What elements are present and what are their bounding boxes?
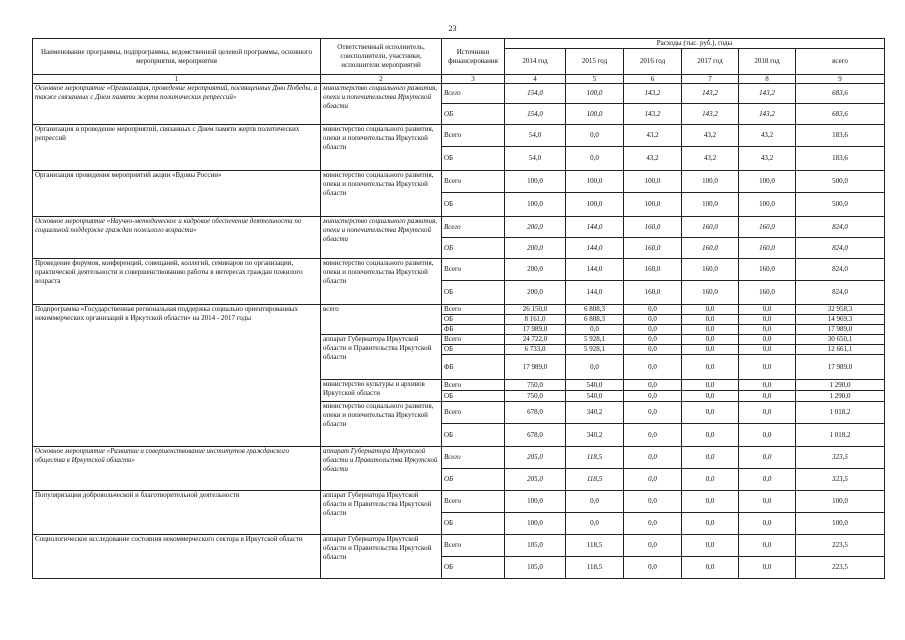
cell-2017: 160,0: [682, 259, 739, 281]
cell-total: 500,0: [796, 171, 885, 193]
cell-2018: 0,0: [739, 447, 796, 469]
cell-2016: 0,0: [624, 402, 682, 424]
row-responsible: аппарат Губернатора Иркутской области и Правительства Иркутской области: [321, 535, 442, 579]
cell-2017: 143,2: [682, 104, 739, 125]
cell-2017: 0,0: [682, 315, 739, 325]
row-source: ОБ: [442, 315, 505, 325]
cell-2015: 0,0: [566, 513, 624, 535]
cell-2018: 0,0: [739, 391, 796, 402]
row-source: ОБ: [442, 193, 505, 217]
row-source: ОБ: [442, 557, 505, 579]
row-name: Основное мероприятие «Развитие и совершенствование институтов гражданского общества в Иркутской области»: [33, 447, 321, 491]
cell-2016: 0,0: [624, 469, 682, 491]
row-source: ОБ: [442, 391, 505, 402]
cell-2015: 118,5: [566, 469, 624, 491]
cell-2014: 678,0: [505, 402, 566, 424]
cell-2016: 100,0: [624, 171, 682, 193]
budget-table: [32, 38, 885, 579]
page-number: 23: [448, 24, 457, 33]
row-source: Всего: [442, 171, 505, 193]
cell-total: 824,0: [796, 281, 885, 305]
column-index: 9: [796, 75, 885, 84]
cell-2015: 100,0: [566, 171, 624, 193]
cell-2015: 118,5: [566, 557, 624, 579]
cell-2015: 144,0: [566, 217, 624, 238]
cell-2018: 0,0: [739, 424, 796, 447]
cell-2015: 0,0: [566, 325, 624, 335]
cell-2014: 8 161,0: [505, 315, 566, 325]
cell-2018: 160,0: [739, 259, 796, 281]
cell-2015: 6 808,3: [566, 305, 624, 315]
cell-2018: 0,0: [739, 305, 796, 315]
cell-total: 824,0: [796, 238, 885, 259]
cell-2014: 24 722,0: [505, 335, 566, 345]
cell-2014: 154,0: [505, 84, 566, 104]
cell-2017: 0,0: [682, 424, 739, 447]
row-name: Организация и проведение мероприятий, связанных с Днем памяти жертв политических репрессий: [33, 125, 321, 171]
header-expenses: Расходы (тыс. руб.), годы: [505, 39, 885, 49]
cell-2016: 0,0: [624, 557, 682, 579]
cell-2014: 54,0: [505, 147, 566, 171]
cell-2014: 154,0: [505, 104, 566, 125]
cell-2014: 200,0: [505, 217, 566, 238]
cell-2014: 17 989,0: [505, 325, 566, 335]
cell-2015: 144,0: [566, 259, 624, 281]
cell-2015: 100,0: [566, 193, 624, 217]
row-source: Всего: [442, 125, 505, 147]
cell-2016: 43,2: [624, 147, 682, 171]
cell-total: 100,0: [796, 513, 885, 535]
row-source: Всего: [442, 447, 505, 469]
cell-2014: 100,0: [505, 491, 566, 513]
row-name: Основное мероприятие «Организация, проведение мероприятий, посвященных Дню Победы, а также связанных с Днем памяти жертв политических репрессий»: [33, 84, 321, 125]
header-year: 2014 год: [505, 49, 566, 75]
row-responsible: министерство социального развития, опеки и попечительства Иркутской области: [321, 171, 442, 217]
cell-2015: 5 928,1: [566, 345, 624, 355]
row-responsible: министерство социального развития, опеки и попечительства Иркутской области: [321, 125, 442, 171]
column-index: 8: [739, 75, 796, 84]
table-row: [33, 491, 885, 513]
row-source: Всего: [442, 335, 505, 345]
row-responsible: министерство социального развития, опеки и попечительства Иркутской области: [321, 259, 442, 305]
cell-2018: 143,2: [739, 84, 796, 104]
table-row: [33, 535, 885, 557]
cell-total: 12 661,1: [796, 345, 885, 355]
cell-total: 32 958,3: [796, 305, 885, 315]
table-row: [33, 259, 885, 281]
cell-2015: 540,0: [566, 391, 624, 402]
cell-2014: 200,0: [505, 259, 566, 281]
row-name: Популяризация добровольческой и благотворительной деятельности: [33, 491, 321, 535]
cell-2015: 118,5: [566, 447, 624, 469]
cell-2018: 160,0: [739, 217, 796, 238]
row-name: Проведение форумов, конференций, совещаний, коллегий, семинаров по организации, практической деятельности и совершенствованию работы в интересах граждан пожилого возраста: [33, 259, 321, 305]
cell-total: 17 989,0: [796, 355, 885, 380]
cell-2016: 43,2: [624, 125, 682, 147]
cell-total: 500,0: [796, 193, 885, 217]
cell-2016: 160,0: [624, 259, 682, 281]
cell-total: 1 018,2: [796, 424, 885, 447]
cell-2018: 0,0: [739, 380, 796, 391]
cell-total: 683,6: [796, 84, 885, 104]
row-name: Организация проведения мероприятий акции «Вдовы России»: [33, 171, 321, 217]
row-responsible: всего: [321, 305, 442, 335]
cell-2017: 0,0: [682, 513, 739, 535]
row-responsible: аппарат Губернатора Иркутской области и Правительства Иркутской области: [321, 335, 442, 380]
cell-total: 323,5: [796, 469, 885, 491]
row-source: Всего: [442, 380, 505, 391]
cell-2017: 0,0: [682, 557, 739, 579]
row-responsible: министерство культуры и архивов Иркутской области: [321, 380, 442, 402]
cell-2015: 0,0: [566, 125, 624, 147]
cell-total: 14 969,3: [796, 315, 885, 325]
cell-2017: 0,0: [682, 325, 739, 335]
cell-total: 323,5: [796, 447, 885, 469]
cell-2016: 0,0: [624, 335, 682, 345]
cell-2018: 0,0: [739, 325, 796, 335]
cell-2015: 144,0: [566, 238, 624, 259]
header-year: 2017 год: [682, 49, 739, 75]
header-year: 2016 год: [624, 49, 682, 75]
cell-2017: 0,0: [682, 491, 739, 513]
cell-2015: 340,2: [566, 424, 624, 447]
cell-total: 17 989,0: [796, 325, 885, 335]
cell-2017: 0,0: [682, 469, 739, 491]
row-source: Всего: [442, 402, 505, 424]
row-source: Всего: [442, 491, 505, 513]
cell-2016: 0,0: [624, 345, 682, 355]
cell-2016: 0,0: [624, 535, 682, 557]
row-source: ОБ: [442, 238, 505, 259]
header-responsible: Ответственный исполнитель, соисполнители, участники, исполнители мероприятий: [321, 39, 442, 75]
cell-2017: 0,0: [682, 447, 739, 469]
cell-2017: 0,0: [682, 380, 739, 391]
cell-2017: 43,2: [682, 125, 739, 147]
header-year: 2015 год: [566, 49, 624, 75]
cell-total: 30 650,1: [796, 335, 885, 345]
row-responsible: аппарат Губернатора Иркутской области и Правительства Иркутской области: [321, 491, 442, 535]
cell-2016: 0,0: [624, 305, 682, 315]
row-source: ФБ: [442, 325, 505, 335]
cell-2015: 100,0: [566, 104, 624, 125]
header-name: Наименование программы, подпрограммы, ведомственной целевой программы, основного мероприятия, мероприятия: [33, 39, 321, 75]
cell-2014: 105,0: [505, 535, 566, 557]
cell-2017: 160,0: [682, 238, 739, 259]
cell-2017: 160,0: [682, 281, 739, 305]
row-source: ОБ: [442, 345, 505, 355]
cell-2014: 26 150,0: [505, 305, 566, 315]
row-responsible: министерство социального развития, опеки и попечительства Иркутской области: [321, 84, 442, 125]
cell-total: 223,5: [796, 557, 885, 579]
cell-total: 1 290,0: [796, 380, 885, 391]
row-source: ОБ: [442, 424, 505, 447]
cell-2018: 160,0: [739, 238, 796, 259]
cell-2015: 144,0: [566, 281, 624, 305]
cell-2016: 100,0: [624, 193, 682, 217]
column-index: 7: [682, 75, 739, 84]
cell-2014: 205,0: [505, 469, 566, 491]
cell-2015: 6 808,3: [566, 315, 624, 325]
table-row: [33, 171, 885, 193]
cell-2014: 6 733,0: [505, 345, 566, 355]
cell-2017: 0,0: [682, 535, 739, 557]
table-row: [33, 84, 885, 104]
cell-2015: 540,0: [566, 380, 624, 391]
cell-2018: 0,0: [739, 513, 796, 535]
cell-2016: 0,0: [624, 355, 682, 380]
cell-2016: 0,0: [624, 447, 682, 469]
table-row: [33, 305, 885, 315]
row-responsible: министерство социального развития, опеки и попечительства Иркутской области: [321, 217, 442, 259]
column-index: 6: [624, 75, 682, 84]
cell-total: 824,0: [796, 259, 885, 281]
cell-2017: 0,0: [682, 335, 739, 345]
table-row: [33, 125, 885, 147]
cell-2016: 0,0: [624, 391, 682, 402]
row-source: ОБ: [442, 104, 505, 125]
row-responsible: аппарат Губернатора Иркутской области и Правительства Иркутской области: [321, 447, 442, 491]
cell-2017: 0,0: [682, 391, 739, 402]
cell-2018: 100,0: [739, 193, 796, 217]
column-index: 2: [321, 75, 442, 84]
cell-total: 183,6: [796, 147, 885, 171]
cell-2015: 0,0: [566, 355, 624, 380]
cell-2018: 0,0: [739, 469, 796, 491]
row-name: Социологическое исследование состояния некоммерческого сектора в Иркутской области: [33, 535, 321, 579]
cell-2014: 100,0: [505, 513, 566, 535]
row-source: ОБ: [442, 281, 505, 305]
row-source: ОБ: [442, 513, 505, 535]
cell-total: 183,6: [796, 125, 885, 147]
cell-2016: 160,0: [624, 217, 682, 238]
row-source: ФБ: [442, 355, 505, 380]
cell-2014: 54,0: [505, 125, 566, 147]
cell-2018: 143,2: [739, 104, 796, 125]
cell-2014: 678,0: [505, 424, 566, 447]
cell-total: 223,5: [796, 535, 885, 557]
cell-2016: 0,0: [624, 325, 682, 335]
row-source: Всего: [442, 84, 505, 104]
cell-total: 1 290,0: [796, 391, 885, 402]
column-index: 3: [442, 75, 505, 84]
cell-2017: 100,0: [682, 171, 739, 193]
cell-2018: 43,2: [739, 125, 796, 147]
cell-2014: 200,0: [505, 281, 566, 305]
column-index: 1: [33, 75, 321, 84]
row-source: Всего: [442, 217, 505, 238]
cell-2017: 143,2: [682, 84, 739, 104]
header-total: всего: [796, 49, 885, 75]
cell-2017: 160,0: [682, 217, 739, 238]
cell-total: 683,6: [796, 104, 885, 125]
cell-2014: 100,0: [505, 171, 566, 193]
cell-2015: 5 928,1: [566, 335, 624, 345]
cell-2017: 43,2: [682, 147, 739, 171]
cell-2014: 100,0: [505, 193, 566, 217]
cell-2014: 750,0: [505, 380, 566, 391]
row-source: Всего: [442, 259, 505, 281]
table-row: [33, 447, 885, 469]
row-name: Подпрограмма «Государственная региональная поддержка социально ориентированных некоммерческих организаций в Иркутской области» на 2014 - 2017 годы: [33, 305, 321, 447]
cell-2017: 0,0: [682, 402, 739, 424]
row-source: Всего: [442, 305, 505, 315]
header-source: Источники финансирования: [442, 39, 505, 75]
cell-2016: 143,2: [624, 84, 682, 104]
cell-2018: 0,0: [739, 402, 796, 424]
row-source: ОБ: [442, 147, 505, 171]
cell-2017: 0,0: [682, 305, 739, 315]
cell-2015: 0,0: [566, 491, 624, 513]
table-row: [33, 217, 885, 238]
cell-2016: 0,0: [624, 315, 682, 325]
cell-2015: 118,5: [566, 535, 624, 557]
cell-2016: 0,0: [624, 380, 682, 391]
cell-2016: 0,0: [624, 424, 682, 447]
cell-2015: 0,0: [566, 147, 624, 171]
cell-2018: 0,0: [739, 355, 796, 380]
cell-total: 824,0: [796, 217, 885, 238]
row-responsible: министерство социального развития, опеки и попечительства Иркутской области: [321, 402, 442, 447]
row-name: Основное мероприятие «Научно-методическое и кадровое обеспечение деятельности по социальной поддержке граждан пожилого возраста»: [33, 217, 321, 259]
cell-2015: 340,2: [566, 402, 624, 424]
cell-2016: 160,0: [624, 238, 682, 259]
cell-2018: 43,2: [739, 147, 796, 171]
row-source: ОБ: [442, 469, 505, 491]
cell-2014: 17 989,0: [505, 355, 566, 380]
cell-2016: 143,2: [624, 104, 682, 125]
cell-2015: 100,0: [566, 84, 624, 104]
column-index: 5: [566, 75, 624, 84]
cell-2018: 0,0: [739, 345, 796, 355]
cell-total: 100,0: [796, 491, 885, 513]
cell-2016: 0,0: [624, 513, 682, 535]
cell-2014: 750,0: [505, 391, 566, 402]
cell-2016: 160,0: [624, 281, 682, 305]
cell-2018: 0,0: [739, 557, 796, 579]
row-source: Всего: [442, 535, 505, 557]
cell-2016: 0,0: [624, 491, 682, 513]
cell-2018: 0,0: [739, 491, 796, 513]
cell-2017: 0,0: [682, 345, 739, 355]
cell-2014: 105,0: [505, 557, 566, 579]
cell-2014: 205,0: [505, 447, 566, 469]
cell-2017: 0,0: [682, 355, 739, 380]
cell-2014: 200,0: [505, 238, 566, 259]
cell-2018: 0,0: [739, 315, 796, 325]
cell-2018: 160,0: [739, 281, 796, 305]
cell-2018: 0,0: [739, 335, 796, 345]
cell-total: 1 018,2: [796, 402, 885, 424]
cell-2017: 100,0: [682, 193, 739, 217]
cell-2018: 100,0: [739, 171, 796, 193]
column-index: 4: [505, 75, 566, 84]
cell-2018: 0,0: [739, 535, 796, 557]
header-year: 2018 год: [739, 49, 796, 75]
